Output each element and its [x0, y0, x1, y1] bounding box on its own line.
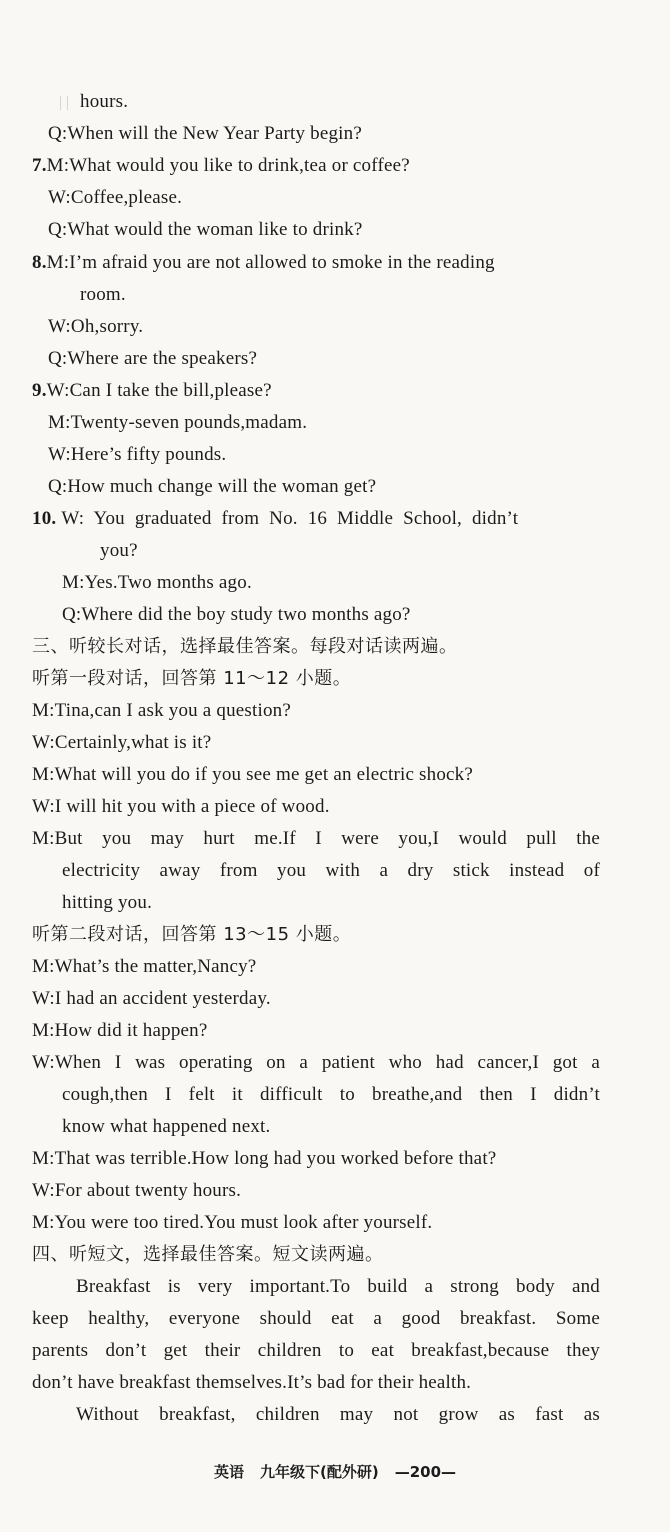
- dialogue-line: electricity away from you with a dry stick instead of: [62, 860, 600, 881]
- dialogue-line: M:That was terrible.How long had you worked before that?: [32, 1148, 497, 1169]
- dialogue-line: W:Coffee,please.: [48, 187, 183, 208]
- dialogue-line: M:Twenty-seven pounds,madam.: [48, 412, 308, 433]
- question-line: Q:Where are the speakers?: [48, 348, 258, 369]
- print-smudge: [60, 96, 68, 110]
- dialogue-line: you?: [100, 540, 138, 561]
- dialogue-line: cough,then I felt it difficult to breathe,and then I didn’t: [62, 1084, 600, 1105]
- dialogue-line: W:Certainly,what is it?: [32, 732, 212, 753]
- text-line: hours.: [80, 91, 129, 112]
- item-10: [32, 507, 518, 531]
- section-heading: 四、听短文，选择最佳答案。短文读两遍。: [32, 1244, 384, 1265]
- dialogue-line: M:Tina,can I ask you a question?: [32, 700, 291, 721]
- dialogue-line: W: You graduated from No. 16 Middle School, didn’t: [61, 508, 519, 529]
- sub-heading: 听第一段对话，回答第 11～12 小题。: [32, 668, 352, 689]
- passage-line: Breakfast is very important.To build a strong body and: [76, 1276, 600, 1297]
- item-number: 9.: [32, 380, 47, 401]
- sub-heading: 听第二段对话，回答第 13～15 小题。: [32, 924, 352, 945]
- dialogue-line: W:Oh,sorry.: [48, 316, 144, 337]
- passage-line: Without breakfast, children may not grow as fast as: [76, 1404, 600, 1425]
- dialogue-line: W:When I was operating on a patient who had cancer,I got a: [32, 1052, 600, 1073]
- question-line: Q:When will the New Year Party begin?: [48, 123, 362, 144]
- footer-subject: 英语: [213, 1463, 244, 1481]
- item-9: [32, 379, 272, 403]
- item-7: [32, 154, 410, 178]
- dialogue-line: M:What’s the matter,Nancy?: [32, 956, 257, 977]
- item-number: 8.: [32, 252, 47, 273]
- dialogue-line: W:Here’s fifty pounds.: [48, 444, 227, 465]
- passage-line: don’t have breakfast themselves.It’s bad for their health.: [32, 1372, 472, 1393]
- question-line: Q:How much change will the woman get?: [48, 476, 377, 497]
- passage-line: keep healthy, everyone should eat a good breakfast. Some: [32, 1308, 600, 1329]
- dialogue-line: M:I’m afraid you are not allowed to smoke in the reading: [46, 252, 495, 273]
- dialogue-line: W:Can I take the bill,please?: [46, 380, 272, 401]
- dialogue-line: M:But you may hurt me.If I were you,I would pull the: [32, 828, 600, 849]
- page-footer: [0, 1462, 670, 1482]
- dialogue-line: M:Yes.Two months ago.: [62, 572, 252, 593]
- dialogue-line: M:What will you do if you see me get an electric shock?: [32, 764, 474, 785]
- item-number: 10.: [32, 508, 57, 529]
- dialogue-line: hitting you.: [62, 892, 153, 913]
- item-8: [32, 251, 495, 275]
- footer-grade: 九年级下(配外研): [259, 1463, 379, 1481]
- dialogue-line: M:How did it happen?: [32, 1020, 208, 1041]
- item-number: 7.: [32, 155, 47, 176]
- dialogue-line: know what happened next.: [62, 1116, 271, 1137]
- passage-line: parents don’t get their children to eat breakfast,because they: [32, 1340, 600, 1361]
- page-number: —200—: [394, 1463, 457, 1481]
- dialogue-line: W:I had an accident yesterday.: [32, 988, 271, 1009]
- dialogue-line: M:What would you like to drink,tea or coffee?: [46, 155, 410, 176]
- dialogue-line: W:For about twenty hours.: [32, 1180, 242, 1201]
- dialogue-line: room.: [80, 284, 126, 305]
- dialogue-line: W:I will hit you with a piece of wood.: [32, 796, 330, 817]
- question-line: Q:What would the woman like to drink?: [48, 219, 363, 240]
- section-heading: 三、听较长对话，选择最佳答案。每段对话读两遍。: [32, 636, 458, 657]
- dialogue-line: M:You were too tired.You must look after yourself.: [32, 1212, 433, 1233]
- question-line: Q:Where did the boy study two months ago?: [62, 604, 411, 625]
